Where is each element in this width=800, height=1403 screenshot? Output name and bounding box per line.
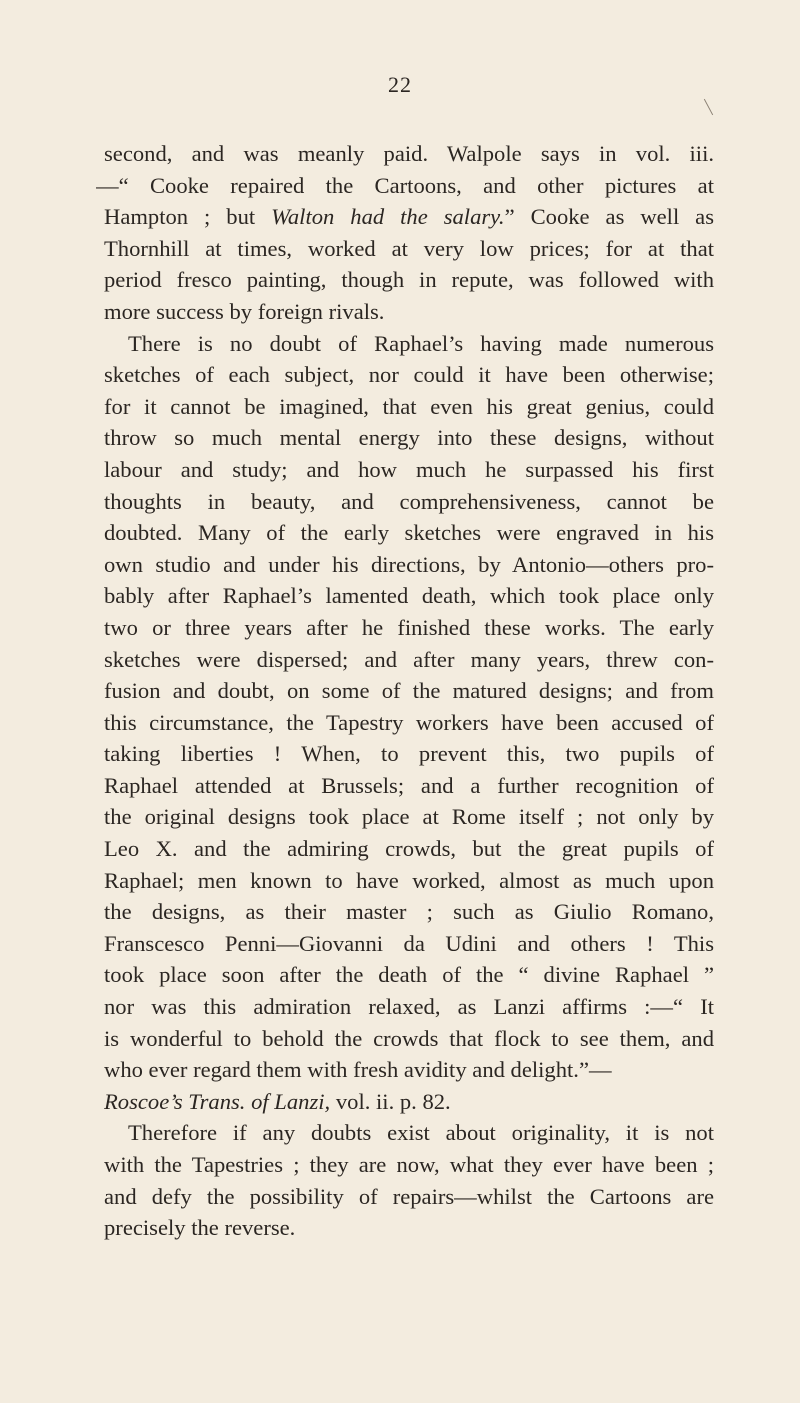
text-line: Leo X. and the admiring crowds, but the great pupils of — [104, 836, 714, 862]
text-line: own studio and under his directions, by Antonio—others pro- — [104, 551, 714, 577]
text-line: fusion and doubt, on some of the matured designs; and from — [104, 678, 714, 704]
text-line: —“ Cooke repaired the Cartoons, and other pictures at — [96, 172, 714, 198]
text-line: sketches of each subject, nor could it have been otherwise; — [104, 362, 714, 388]
text-line: for it cannot be imagined, that even his great genius, could — [104, 393, 714, 419]
text-line: this circumstance, the Tapestry workers have been accused of — [104, 709, 714, 735]
text-line: and defy the possibility of repairs—whilst the Cartoons are — [104, 1183, 714, 1209]
text-line: period fresco painting, though in repute, was followed with — [104, 267, 714, 293]
text-line: who ever regard them with fresh avidity and delight.”— — [104, 1057, 612, 1083]
text-line: thoughts in beauty, and comprehensiveness, cannot be — [104, 488, 714, 514]
text-line: labour and study; and how much he surpassed his first — [104, 456, 714, 482]
text-line: sketches were dispersed; and after many years, threw con- — [104, 646, 714, 672]
text-line: throw so much mental energy into these designs, without — [104, 425, 714, 451]
page-number: 22 — [388, 72, 412, 97]
text-line: Roscoe’s Trans. of Lanzi, vol. ii. p. 82. — [104, 1088, 451, 1114]
text-line: Thornhill at times, worked at very low prices; for at that — [104, 235, 714, 261]
text-line: Raphael; men known to have worked, almost as much upon — [104, 867, 714, 893]
text-line: precisely the reverse. — [104, 1215, 296, 1241]
text-line: two or three years after he finished these works. The early — [104, 614, 714, 640]
text-line: more success by foreign rivals. — [104, 298, 385, 324]
text-line: Raphael attended at Brussels; and a further recognition of — [104, 772, 714, 798]
body-text — [96, 138, 714, 1244]
text-line: Hampton ; but Walton had the salary.” Cooke as well as — [104, 204, 714, 230]
text-line: with the Tapestries ; they are now, what they ever have been ; — [104, 1152, 714, 1177]
text-line: doubted. Many of the early sketches were engraved in his — [104, 520, 714, 546]
text-line: taking liberties ! When, to prevent this, two pupils of — [104, 741, 714, 767]
text-line: took place soon after the death of the “ divine Raphael ” — [104, 962, 714, 988]
text-line: the designs, as their master ; such as Giulio Romano, — [104, 899, 714, 925]
text-line: is wonderful to behold the crowds that flock to see them, and — [104, 1025, 714, 1051]
text-line: nor was this admiration relaxed, as Lanzi affirms :—“ It — [104, 994, 714, 1020]
text-line: the original designs took place at Rome itself ; not only by — [104, 804, 714, 830]
text-line: second, and was meanly paid. Walpole says in vol. iii. — [104, 141, 714, 166]
text-line: There is no doubt of Raphael’s having made numerous — [128, 330, 714, 356]
text-line: Franscesco Penni—Giovanni da Udini and others ! This — [104, 930, 714, 956]
margin-mark — [704, 99, 713, 115]
text-line: Therefore if any doubts exist about originality, it is not — [128, 1120, 714, 1146]
text-line: bably after Raphael’s lamented death, which took place only — [104, 583, 714, 609]
